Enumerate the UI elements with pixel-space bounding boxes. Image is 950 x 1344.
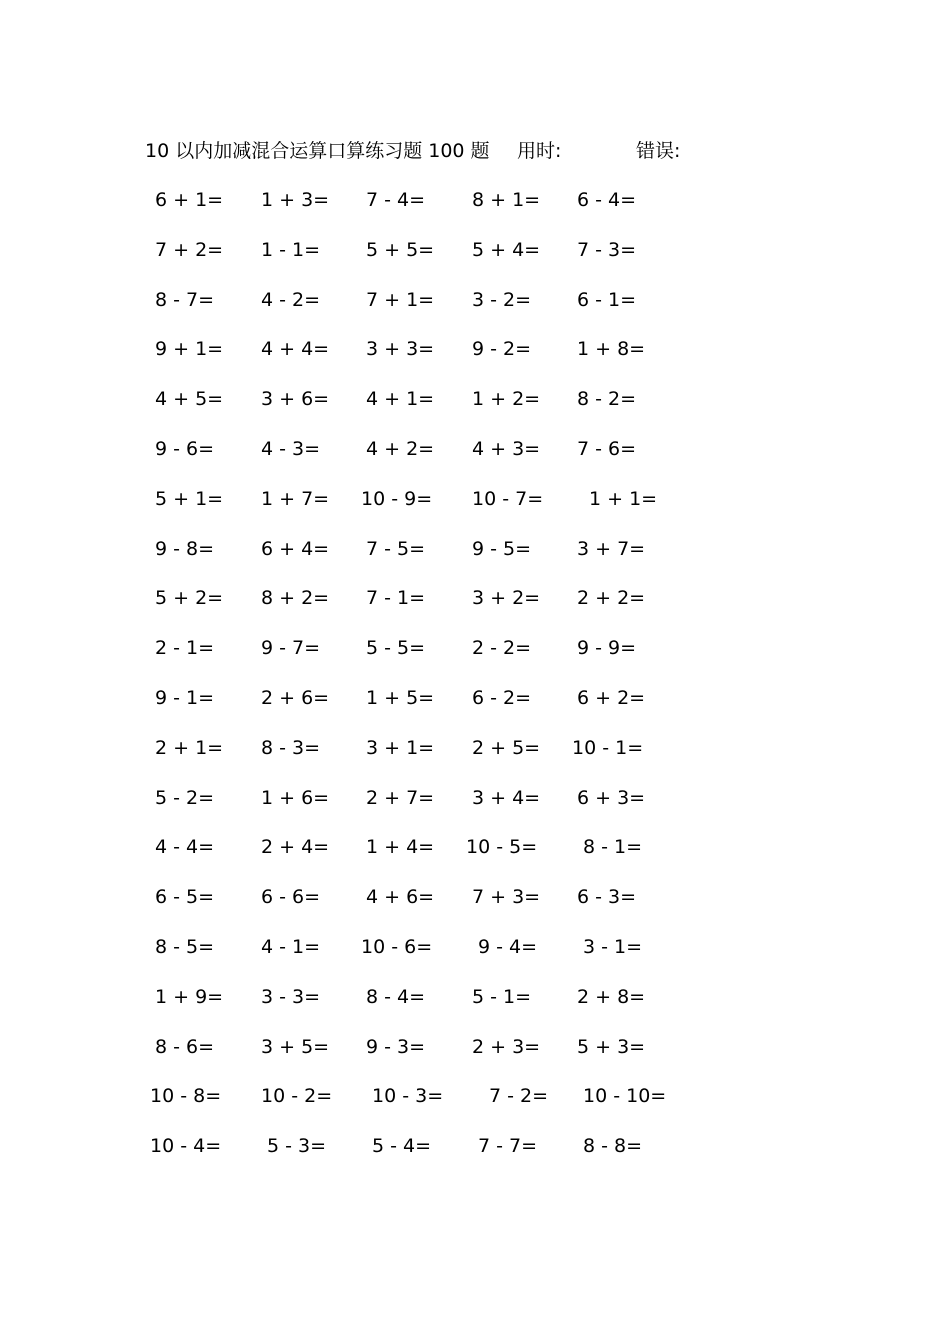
problem-cell: 2 + 2=: [577, 587, 646, 610]
problem-cell: 8 - 1=: [583, 836, 643, 859]
problem-cell: 5 + 4=: [472, 238, 541, 261]
problem-cell: 8 - 5=: [155, 935, 215, 958]
problem-cell: 4 - 2=: [261, 288, 321, 311]
problem-cell: 10 - 1=: [572, 736, 644, 759]
problem-cell: 7 - 3=: [577, 238, 637, 261]
problem-cell: 3 - 2=: [472, 288, 532, 311]
problem-cell: 9 - 4=: [478, 935, 538, 958]
problem-cell: 3 + 4=: [472, 786, 541, 809]
problem-cell: 8 - 8=: [583, 1135, 643, 1158]
problem-cell: 9 - 2=: [472, 338, 532, 361]
problem-cell: 3 + 6=: [261, 388, 330, 411]
problem-cell: 6 - 2=: [472, 686, 532, 709]
problem-cell: 5 - 4=: [372, 1135, 432, 1158]
problem-cell: 4 + 3=: [472, 437, 541, 460]
problem-cell: 2 + 6=: [261, 686, 330, 709]
problem-cell: 4 + 6=: [366, 886, 435, 909]
problem-cell: 5 - 1=: [472, 985, 532, 1008]
problem-cell: 1 + 6=: [261, 786, 330, 809]
problem-cell: 5 - 2=: [155, 786, 215, 809]
problem-row: [0, 733, 950, 783]
problem-cell: 7 - 4=: [366, 189, 426, 211]
problem-cell: 6 + 2=: [577, 686, 646, 709]
problem-cell: 7 - 2=: [489, 1085, 549, 1108]
problem-cell: 2 - 2=: [472, 637, 532, 660]
problem-cell: 10 - 5=: [466, 836, 538, 859]
problem-cell: 6 - 5=: [155, 886, 215, 909]
problem-cell: 10 - 9=: [361, 487, 433, 510]
problem-cell: 10 - 2=: [261, 1085, 333, 1108]
problem-cell: 3 + 5=: [261, 1035, 330, 1058]
problem-cell: 10 - 3=: [372, 1085, 444, 1108]
problem-cell: 4 + 5=: [155, 388, 224, 411]
problem-cell: 7 + 1=: [366, 288, 435, 311]
problem-row: [0, 783, 950, 833]
problem-cell: 7 - 7=: [478, 1135, 538, 1158]
problem-cell: 9 + 1=: [155, 338, 224, 361]
problem-cell: 3 + 1=: [366, 736, 435, 759]
problem-cell: 3 + 7=: [577, 537, 646, 560]
problem-row: [0, 1131, 950, 1181]
problem-cell: 9 - 8=: [155, 537, 215, 560]
problem-cell: 2 + 5=: [472, 736, 541, 759]
problem-cell: 9 - 9=: [577, 637, 637, 660]
problem-cell: 7 - 1=: [366, 587, 426, 610]
problem-cell: 7 - 5=: [366, 537, 426, 560]
problem-cell: 10 - 6=: [361, 935, 433, 958]
problem-row: [0, 285, 950, 335]
problem-cell: 8 + 2=: [261, 587, 330, 610]
problem-cell: 8 - 7=: [155, 288, 215, 311]
problem-cell: 1 + 7=: [261, 487, 330, 510]
problem-cell: 8 - 6=: [155, 1035, 215, 1058]
problem-row: [0, 484, 950, 534]
problem-cell: 4 + 2=: [366, 437, 435, 460]
worksheet-title: 10 以内加减混合运算口算练习题 100 题: [145, 140, 490, 162]
problem-row: [0, 334, 950, 384]
problem-cell: 1 + 2=: [472, 388, 541, 411]
problem-cell: 5 + 5=: [366, 238, 435, 261]
problem-cell: 5 + 1=: [155, 487, 224, 510]
error-label: 错误:: [636, 140, 681, 162]
problem-cell: 3 + 3=: [366, 338, 435, 361]
problem-row: [0, 534, 950, 584]
problem-cell: 4 - 1=: [261, 935, 321, 958]
problem-cell: 3 - 3=: [261, 985, 321, 1008]
problem-cell: 6 - 6=: [261, 886, 321, 909]
problem-cell: 1 + 3=: [261, 189, 330, 211]
problem-cell: 6 + 3=: [577, 786, 646, 809]
problem-cell: 2 + 1=: [155, 736, 224, 759]
problem-row: [0, 1081, 950, 1131]
problem-cell: 3 - 1=: [583, 935, 643, 958]
problem-row: [0, 434, 950, 484]
problem-cell: 2 + 4=: [261, 836, 330, 859]
problem-cell: 1 + 1=: [589, 487, 658, 510]
problem-cell: 10 - 10=: [583, 1085, 667, 1108]
problem-cell: 1 - 1=: [261, 238, 321, 261]
problem-row: [0, 882, 950, 932]
problem-cell: 1 + 5=: [366, 686, 435, 709]
problem-cell: 7 + 2=: [155, 238, 224, 261]
problem-cell: 5 + 2=: [155, 587, 224, 610]
problem-cell: 1 + 9=: [155, 985, 224, 1008]
problem-cell: 5 + 3=: [577, 1035, 646, 1058]
problem-cell: 4 - 3=: [261, 437, 321, 460]
problem-cell: 6 + 1=: [155, 189, 224, 211]
problem-row: [0, 832, 950, 882]
problem-cell: 2 - 1=: [155, 637, 215, 660]
problem-cell: 10 - 8=: [150, 1085, 222, 1108]
problem-row: [0, 633, 950, 683]
problem-cell: 4 - 4=: [155, 836, 215, 859]
problem-cell: 9 - 6=: [155, 437, 215, 460]
problem-cell: 6 - 1=: [577, 288, 637, 311]
problem-cell: 8 - 2=: [577, 388, 637, 411]
problem-cell: 6 - 4=: [577, 189, 637, 211]
problem-row: [0, 1032, 950, 1082]
worksheet-header: [145, 136, 745, 166]
problem-cell: 6 + 4=: [261, 537, 330, 560]
problem-grid: [0, 185, 950, 1181]
problem-row: [0, 583, 950, 633]
problem-row: [0, 683, 950, 733]
problem-cell: 1 + 4=: [366, 836, 435, 859]
problem-cell: 4 + 1=: [366, 388, 435, 411]
problem-row: [0, 235, 950, 285]
problem-cell: 2 + 8=: [577, 985, 646, 1008]
problem-row: [0, 982, 950, 1032]
problem-cell: 9 - 1=: [155, 686, 215, 709]
problem-cell: 2 + 3=: [472, 1035, 541, 1058]
problem-cell: 8 - 3=: [261, 736, 321, 759]
problem-cell: 7 + 3=: [472, 886, 541, 909]
problem-cell: 9 - 3=: [366, 1035, 426, 1058]
problem-cell: 9 - 7=: [261, 637, 321, 660]
problem-cell: 7 - 6=: [577, 437, 637, 460]
problem-row: [0, 185, 950, 235]
problem-cell: 10 - 4=: [150, 1135, 222, 1158]
problem-cell: 5 - 5=: [366, 637, 426, 660]
time-label: 用时:: [517, 140, 562, 162]
problem-cell: 5 - 3=: [267, 1135, 327, 1158]
problem-cell: 2 + 7=: [366, 786, 435, 809]
problem-cell: 6 - 3=: [577, 886, 637, 909]
problem-cell: 8 + 1=: [472, 189, 541, 211]
problem-cell: 8 - 4=: [366, 985, 426, 1008]
problem-cell: 3 + 2=: [472, 587, 541, 610]
problem-cell: 9 - 5=: [472, 537, 532, 560]
problem-row: [0, 932, 950, 982]
problem-cell: 4 + 4=: [261, 338, 330, 361]
problem-cell: 10 - 7=: [472, 487, 544, 510]
problem-row: [0, 384, 950, 434]
problem-cell: 1 + 8=: [577, 338, 646, 361]
